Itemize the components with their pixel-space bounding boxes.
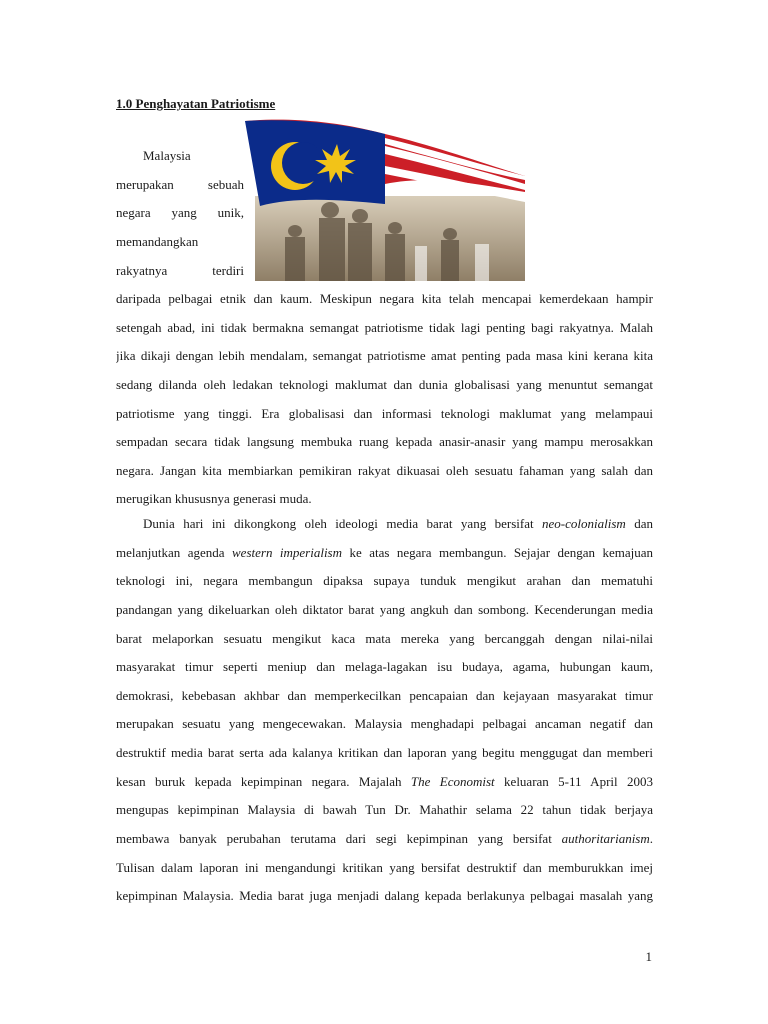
italic-term: neo-colonialism — [542, 516, 626, 531]
text-line: kepimpinan Malaysia. Media barat juga menjadi dalang kepada berlakunya pelbagai masalah yang — [116, 888, 653, 904]
page-heading: 1.0 Penghayatan Patriotisme — [116, 96, 276, 111]
italic-term: The Economist — [410, 773, 495, 789]
text-line: mengupas kepimpinan Malaysia di bawah Tun Dr. Mahathir selama 22 tahun tidak berjaya — [116, 802, 653, 818]
text-line: patriotisme yang tinggi. Era globalisasi dan informasi teknologi maklumat yang melampaui — [116, 405, 653, 421]
text-line: teknologi ini, negara membangun dipaksa supaya tunduk mengikut arahan dan mematuhi — [116, 573, 653, 589]
text-line: pandangan yang dikeluarkan oleh diktator barat yang angkuh dan sombong. Kecenderungan media — [116, 601, 653, 617]
text-line: masyarakat timur seperti meniup dan melaga-lagakan isu budaya, agama, hubungan kaum, — [116, 659, 653, 675]
text-line: destruktif media barat serta ada kalanya kritikan dan laporan yang begitu menggugat dan memberi — [116, 745, 653, 761]
wrapped-word: negara — [116, 205, 151, 221]
malaysia-flag-illustration — [245, 116, 525, 281]
paragraph-1 — [116, 289, 653, 518]
text-line — [116, 772, 653, 801]
text-line: jika dikaji dengan lebih mendalam, semangat patriotisme amat penting pada masa kini kerana kita — [116, 348, 653, 364]
wrapped-word: Malaysia — [143, 148, 191, 163]
text-line: sedang dilanda oleh ledakan teknologi maklumat dan dunia globalisasi yang menuntut semangat — [116, 376, 653, 392]
wrapped-word: rakyatnya — [116, 262, 168, 278]
text-run: keluaran 5-11 April 2003 — [504, 773, 653, 789]
wrapped-word: sebuah — [207, 176, 244, 192]
text-run: Dunia hari ini dikongkong oleh ideologi media barat yang bersifat — [143, 516, 534, 531]
text-line: demokrasi, kebebasan akhbar dan memperkecilkan pencapaian dan kejayaan masyarakat timur — [116, 687, 653, 703]
italic-term: authoritarianism — [561, 831, 650, 847]
text-run: ke atas negara membangun. Sejajar dengan kemajuan — [349, 544, 653, 560]
wrapped-word: memandangkan — [116, 234, 199, 250]
text-run: . — [649, 831, 653, 847]
text-line: setengah abad, ini tidak bermakna semangat patriotisme tidak lagi penting bagi rakyatnya. Malah — [116, 319, 653, 335]
text-line: merugikan khususnya generasi muda. — [116, 491, 312, 507]
text-run: kesan buruk kepada kepimpinan negara. Majalah — [116, 773, 402, 789]
page-number: 1 — [645, 949, 652, 964]
wrapped-word: terdiri — [212, 262, 244, 278]
text-line — [116, 543, 653, 572]
wrapped-line-2 — [116, 175, 244, 204]
wrapped-line-4 — [116, 232, 244, 261]
wrapped-word: unik, — [217, 205, 244, 221]
paragraph-2 — [116, 514, 653, 915]
wrapped-word: merupakan — [116, 176, 174, 192]
wrapped-line-5 — [116, 261, 244, 290]
text-run: dan — [634, 516, 653, 531]
text-run: membawa banyak perubahan terutama dari segi kepimpinan yang bersifat — [116, 831, 552, 847]
text-line: barat melaporkan sesuatu mengikut kaca mata mereka yang bercanggah dengan nilai-nilai — [116, 630, 653, 646]
wrapped-intro-lines — [116, 146, 244, 289]
text-line — [116, 514, 653, 543]
text-run: melanjutkan agenda — [116, 544, 225, 560]
text-line: Tulisan dalam laporan ini mengandungi kritikan yang bersifat destruktif dan memburukkan imej — [116, 859, 653, 875]
wrapped-line-1 — [116, 146, 244, 175]
text-line: negara. Jangan kita membiarkan pemikiran rakyat dikuasai oleh sesuatu fahaman yang salah dan — [116, 462, 653, 478]
wrapped-word: yang — [171, 205, 197, 221]
text-line — [116, 829, 653, 858]
text-line: merupakan sesuatu yang mengecewakan. Malaysia menghadapi pelbagai ancaman negatif dan — [116, 716, 653, 732]
text-line: daripada pelbagai etnik dan kaum. Meskipun negara kita telah mencapai kemerdekaan hampir — [116, 291, 653, 306]
italic-term: western imperialism — [232, 544, 343, 560]
text-line: sempadan secara tidak langsung membuka ruang kepada anasir-anasir yang mampu merosakkan — [116, 434, 653, 450]
wrapped-line-3 — [116, 203, 244, 232]
